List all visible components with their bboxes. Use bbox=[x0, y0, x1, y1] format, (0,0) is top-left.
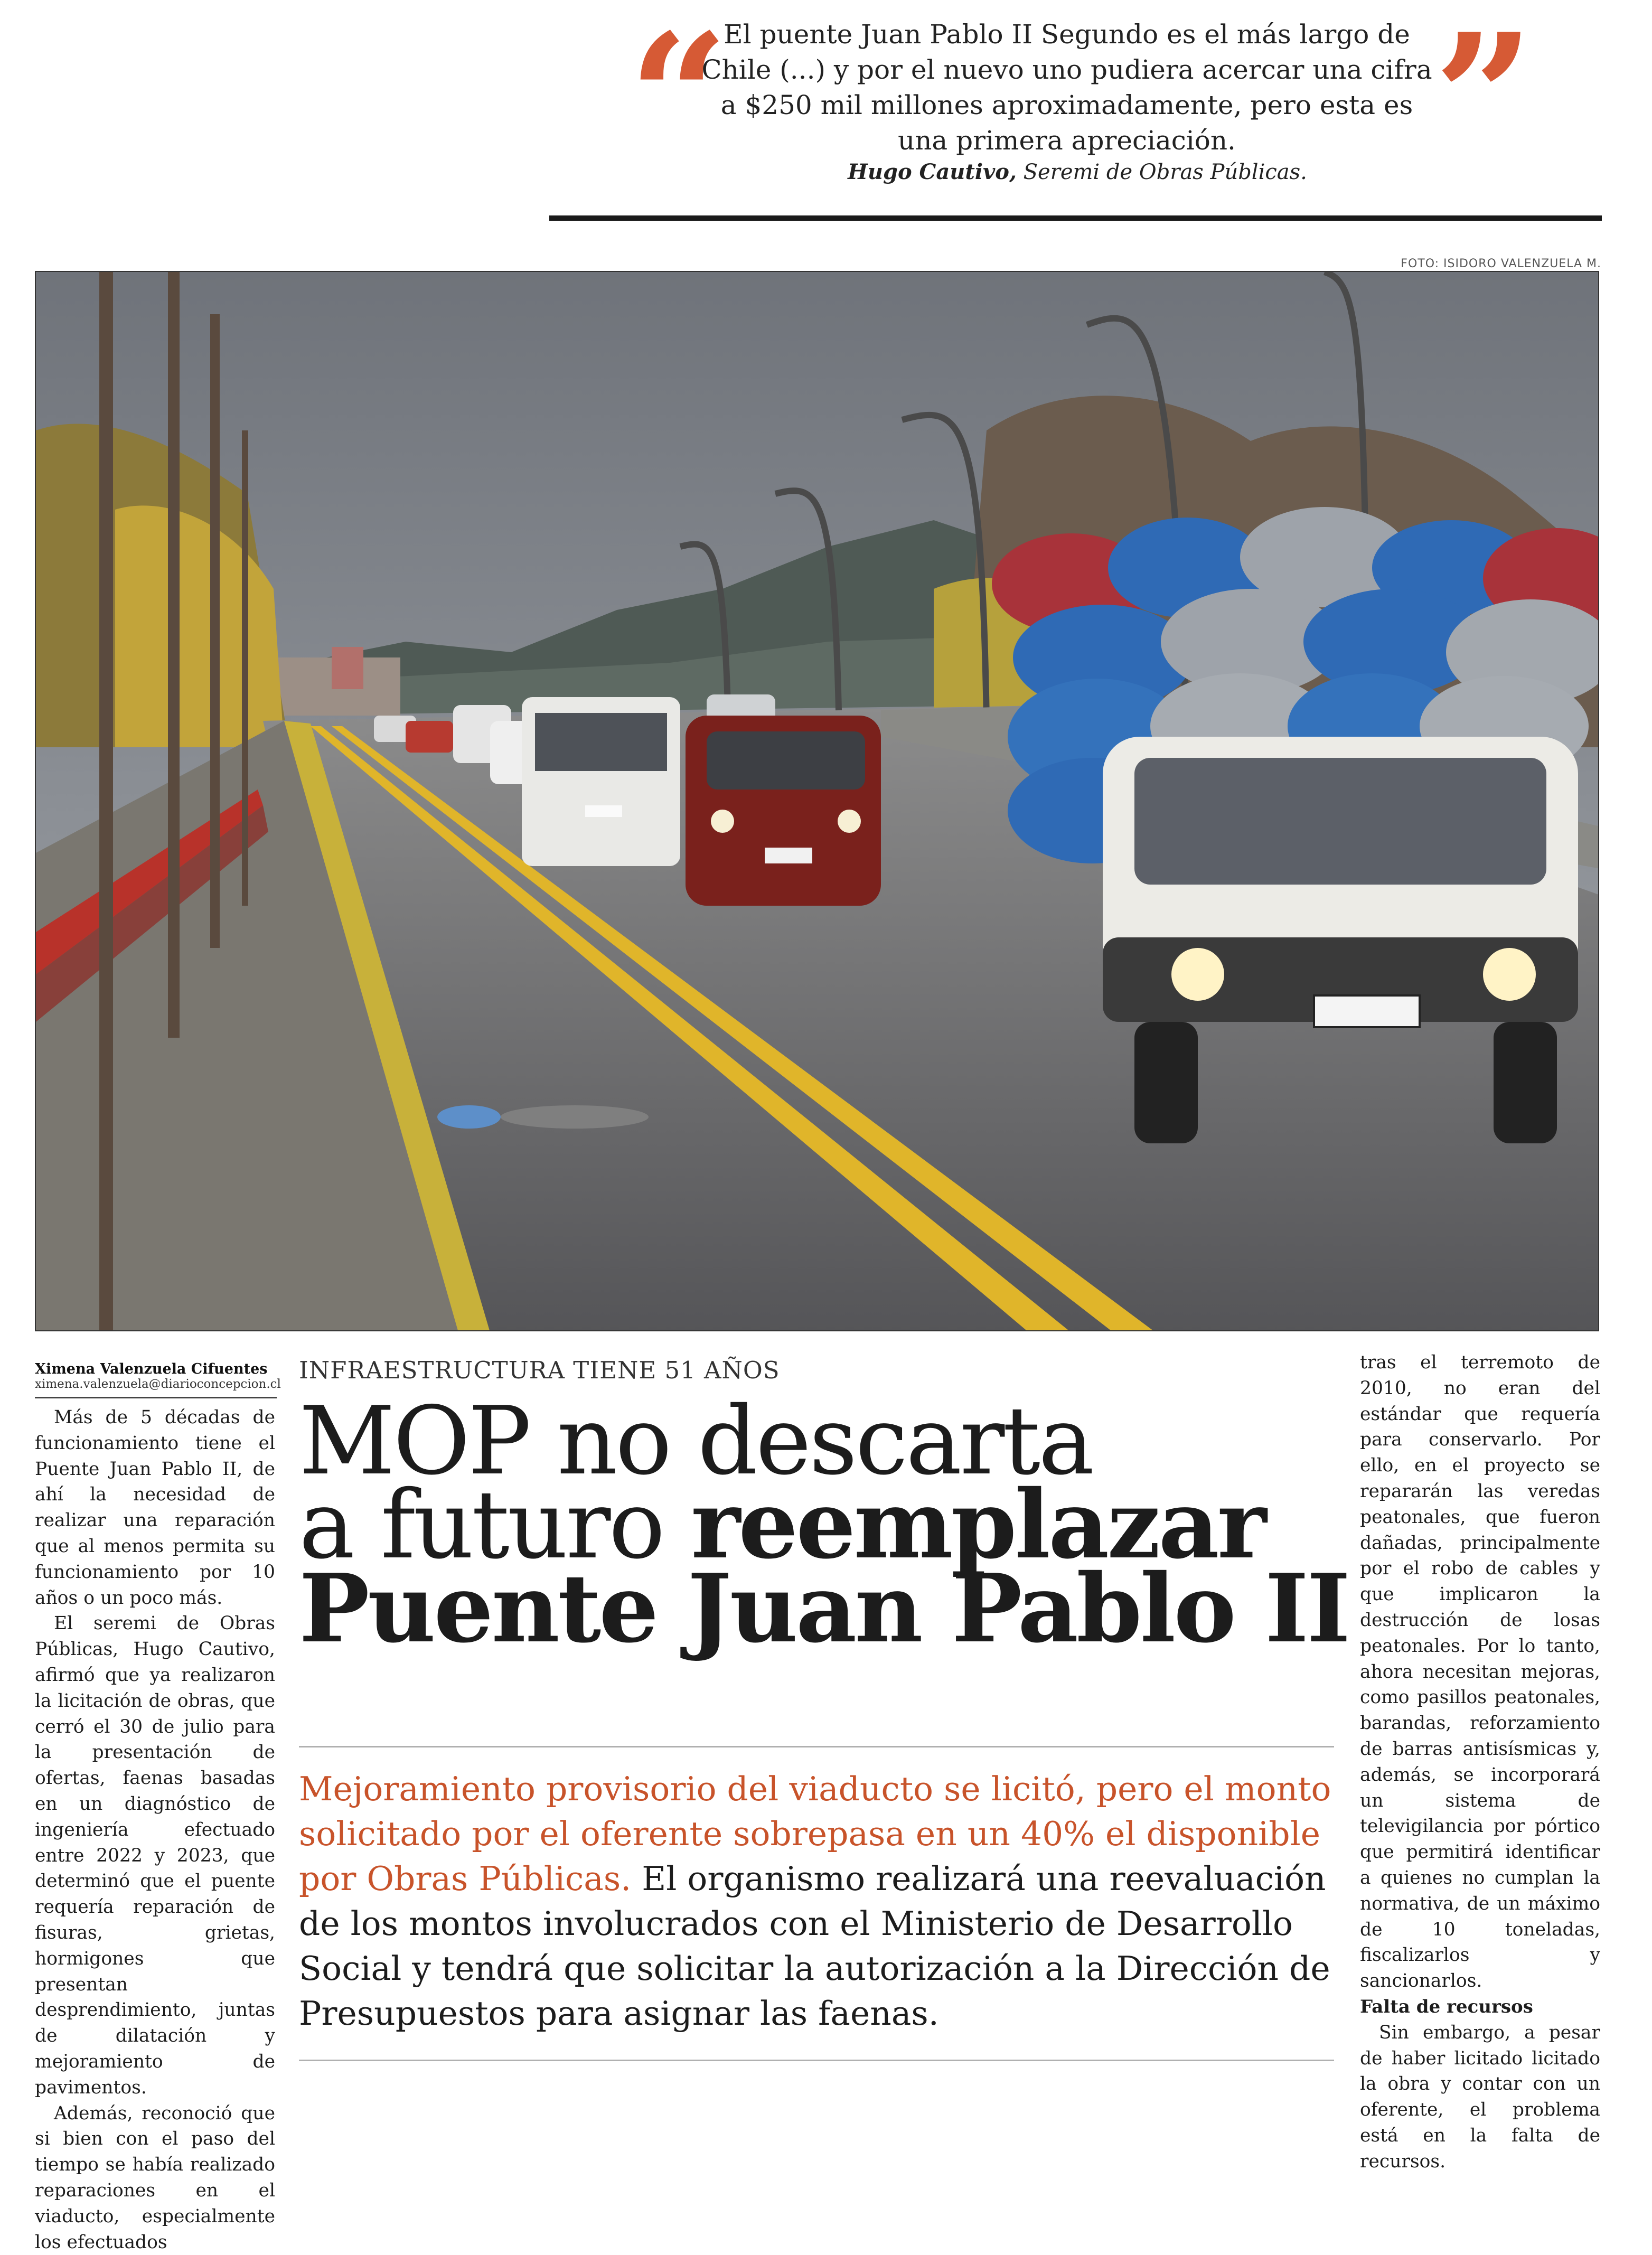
lede-accent: Mejoramiento provisorio del viaducto se licitó, pero el monto solicitado por el oferente sobrepasa en un 40% el disponible por Obras Públicas. bbox=[299, 1770, 1331, 1898]
headline-line-1: MOP no descarta bbox=[299, 1386, 1093, 1496]
article-lede bbox=[299, 1767, 1334, 2036]
body-column-right bbox=[1360, 1350, 1600, 2175]
photo-credit: FOTO: ISIDORO VALENZUELA M. bbox=[1401, 257, 1601, 270]
quote-text: El puente Juan Pablo II Segundo es el más largo de Chile (...) y por el nuevo uno pudiera acercar una cifra a $250 mil millones aproximadamente, pero esta es una primera apreciación. bbox=[701, 19, 1432, 156]
headline-line-2-bold: reemplazar bbox=[691, 1469, 1265, 1580]
article-kicker: INFRAESTRUCTURA TIENE 51 AÑOS bbox=[299, 1356, 780, 1384]
headline-line-2-regular: a futuro bbox=[299, 1470, 691, 1580]
article-photo bbox=[35, 271, 1599, 1331]
body-paragraph: tras el terremoto de 2010, no eran del estándar que requería para conservarlo. Por ello, en el proyecto se repararán las veredas peatonales, que fueron dañadas, principalmente por el robo de cables y que implicaron la destrucción de losas peatonales. Por lo tanto, ahora necesitan mejoras, como pasillos peatonales, barandas, reforzamiento de barras antisísmicas y, además, se incorporará un sistema de televigilancia por pórtico que permitirá identificar a quienes no cumplan la normativa, de un máximo de 10 toneladas, fiscalizarlos y sancionarlos. bbox=[1360, 1352, 1600, 1992]
section-subhead: Falta de recursos bbox=[1360, 1996, 1533, 2017]
body-paragraph: Sin embargo, a pesar de haber licitado licitado la obra y contar con un oferente, el problema está en la falta de recursos. bbox=[1360, 2022, 1600, 2172]
quote-author: Hugo Cautivo, bbox=[848, 159, 1017, 184]
bridge-traffic-photo bbox=[36, 272, 1599, 1331]
body-paragraph: Más de 5 décadas de funcionamiento tiene el Puente Juan Pablo II, de ahí la necesidad de realizar una reparación que al menos permita su funcionamiento por 10 años o un poco más. bbox=[35, 1407, 275, 1609]
quote-attribution bbox=[549, 159, 1606, 184]
close-quote-icon: ” bbox=[1434, 0, 1534, 200]
byline-email: ximena.valenzuela@diarioconcepcion.cl bbox=[35, 1377, 281, 1391]
lede-divider bbox=[299, 2060, 1334, 2061]
pull-quote bbox=[549, 0, 1606, 222]
open-quote-icon: “ bbox=[628, 0, 729, 200]
quote-divider bbox=[549, 215, 1602, 221]
lede-body: El organismo realizará una reevaluación de los montos involucrados con el Ministerio de Desarrollo Social y tendrá que solicitar la autorización a la Dirección de Presupuestos para asignar las faenas. bbox=[299, 1859, 1330, 2033]
body-paragraph: Además, reconoció que si bien con el paso del tiempo se había realizado reparaciones en el viaducto, especialmente los efectuados bbox=[35, 2102, 275, 2253]
headline-line-3: Puente Juan Pablo II bbox=[299, 1553, 1349, 1664]
article-headline bbox=[299, 1386, 1349, 1664]
headline-divider bbox=[299, 1746, 1334, 1747]
body-paragraph: El seremi de Obras Públicas, Hugo Cautivo, afirmó que ya realizaron la licitación de obras, que cerró el 30 de julio para la presentación de ofertas, faenas basadas en un diagnóstico de ingeniería efectuado entre 2022 y 2023, que determinó que el puente requería reparación de fisuras, grietas, hormigones que presentan desprendimiento, juntas de dilatación y mejoramiento de pavimentos. bbox=[35, 1613, 275, 2098]
byline-divider bbox=[35, 1397, 277, 1398]
byline-author: Ximena Valenzuela Cifuentes bbox=[35, 1361, 268, 1377]
body-column-left bbox=[35, 1405, 275, 2255]
quote-author-role: Seremi de Obras Públicas. bbox=[1016, 160, 1307, 184]
